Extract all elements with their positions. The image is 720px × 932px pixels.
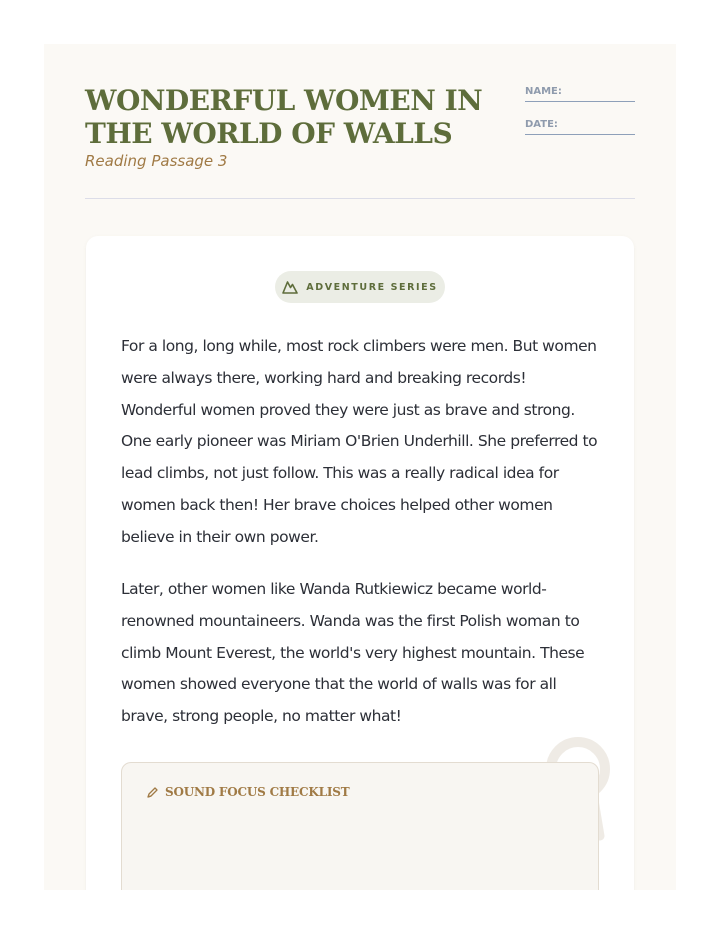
passage-subtitle: Reading Passage 3 (85, 152, 228, 170)
name-label: NAME: (525, 86, 562, 97)
passage-paragraph-1: For a long, long while, most rock climbers were men. But women were always there, working hard and breaking records! Wonderful women proved they were just as brave and strong. One early pioneer was Miriam O'Brien Underhill. She preferred to lead climbs, not just follow. This was a really radical idea for women back then! Her brave choices helped other women believe in their own power. (121, 337, 598, 546)
checklist-header (146, 785, 349, 799)
passage-card (86, 236, 634, 890)
series-badge-label: ADVENTURE SERIES (306, 281, 438, 293)
worksheet (44, 44, 676, 890)
name-field[interactable] (525, 86, 635, 102)
mountain-icon (282, 280, 298, 294)
checklist-title: SOUND FOCUS CHECKLIST (165, 785, 350, 799)
passage-paragraph-2: Later, other women like Wanda Rutkiewicz became world-renowned mountaineers. Wanda was the first Polish woman to climb Mount Everest, the world's very highest mountain. These women showed everyone that the world of walls was for all brave, strong people, no matter what! (121, 580, 585, 726)
title-line-1: WONDERFUL WOMEN IN (85, 84, 483, 117)
title-line-2: THE WORLD OF WALLS (85, 117, 453, 150)
sound-focus-checklist (121, 762, 599, 890)
pencil-icon (146, 786, 159, 799)
date-field[interactable] (525, 119, 635, 135)
page-title (85, 84, 482, 150)
series-badge (275, 271, 445, 303)
header-divider (85, 198, 635, 199)
date-label: DATE: (525, 119, 558, 130)
